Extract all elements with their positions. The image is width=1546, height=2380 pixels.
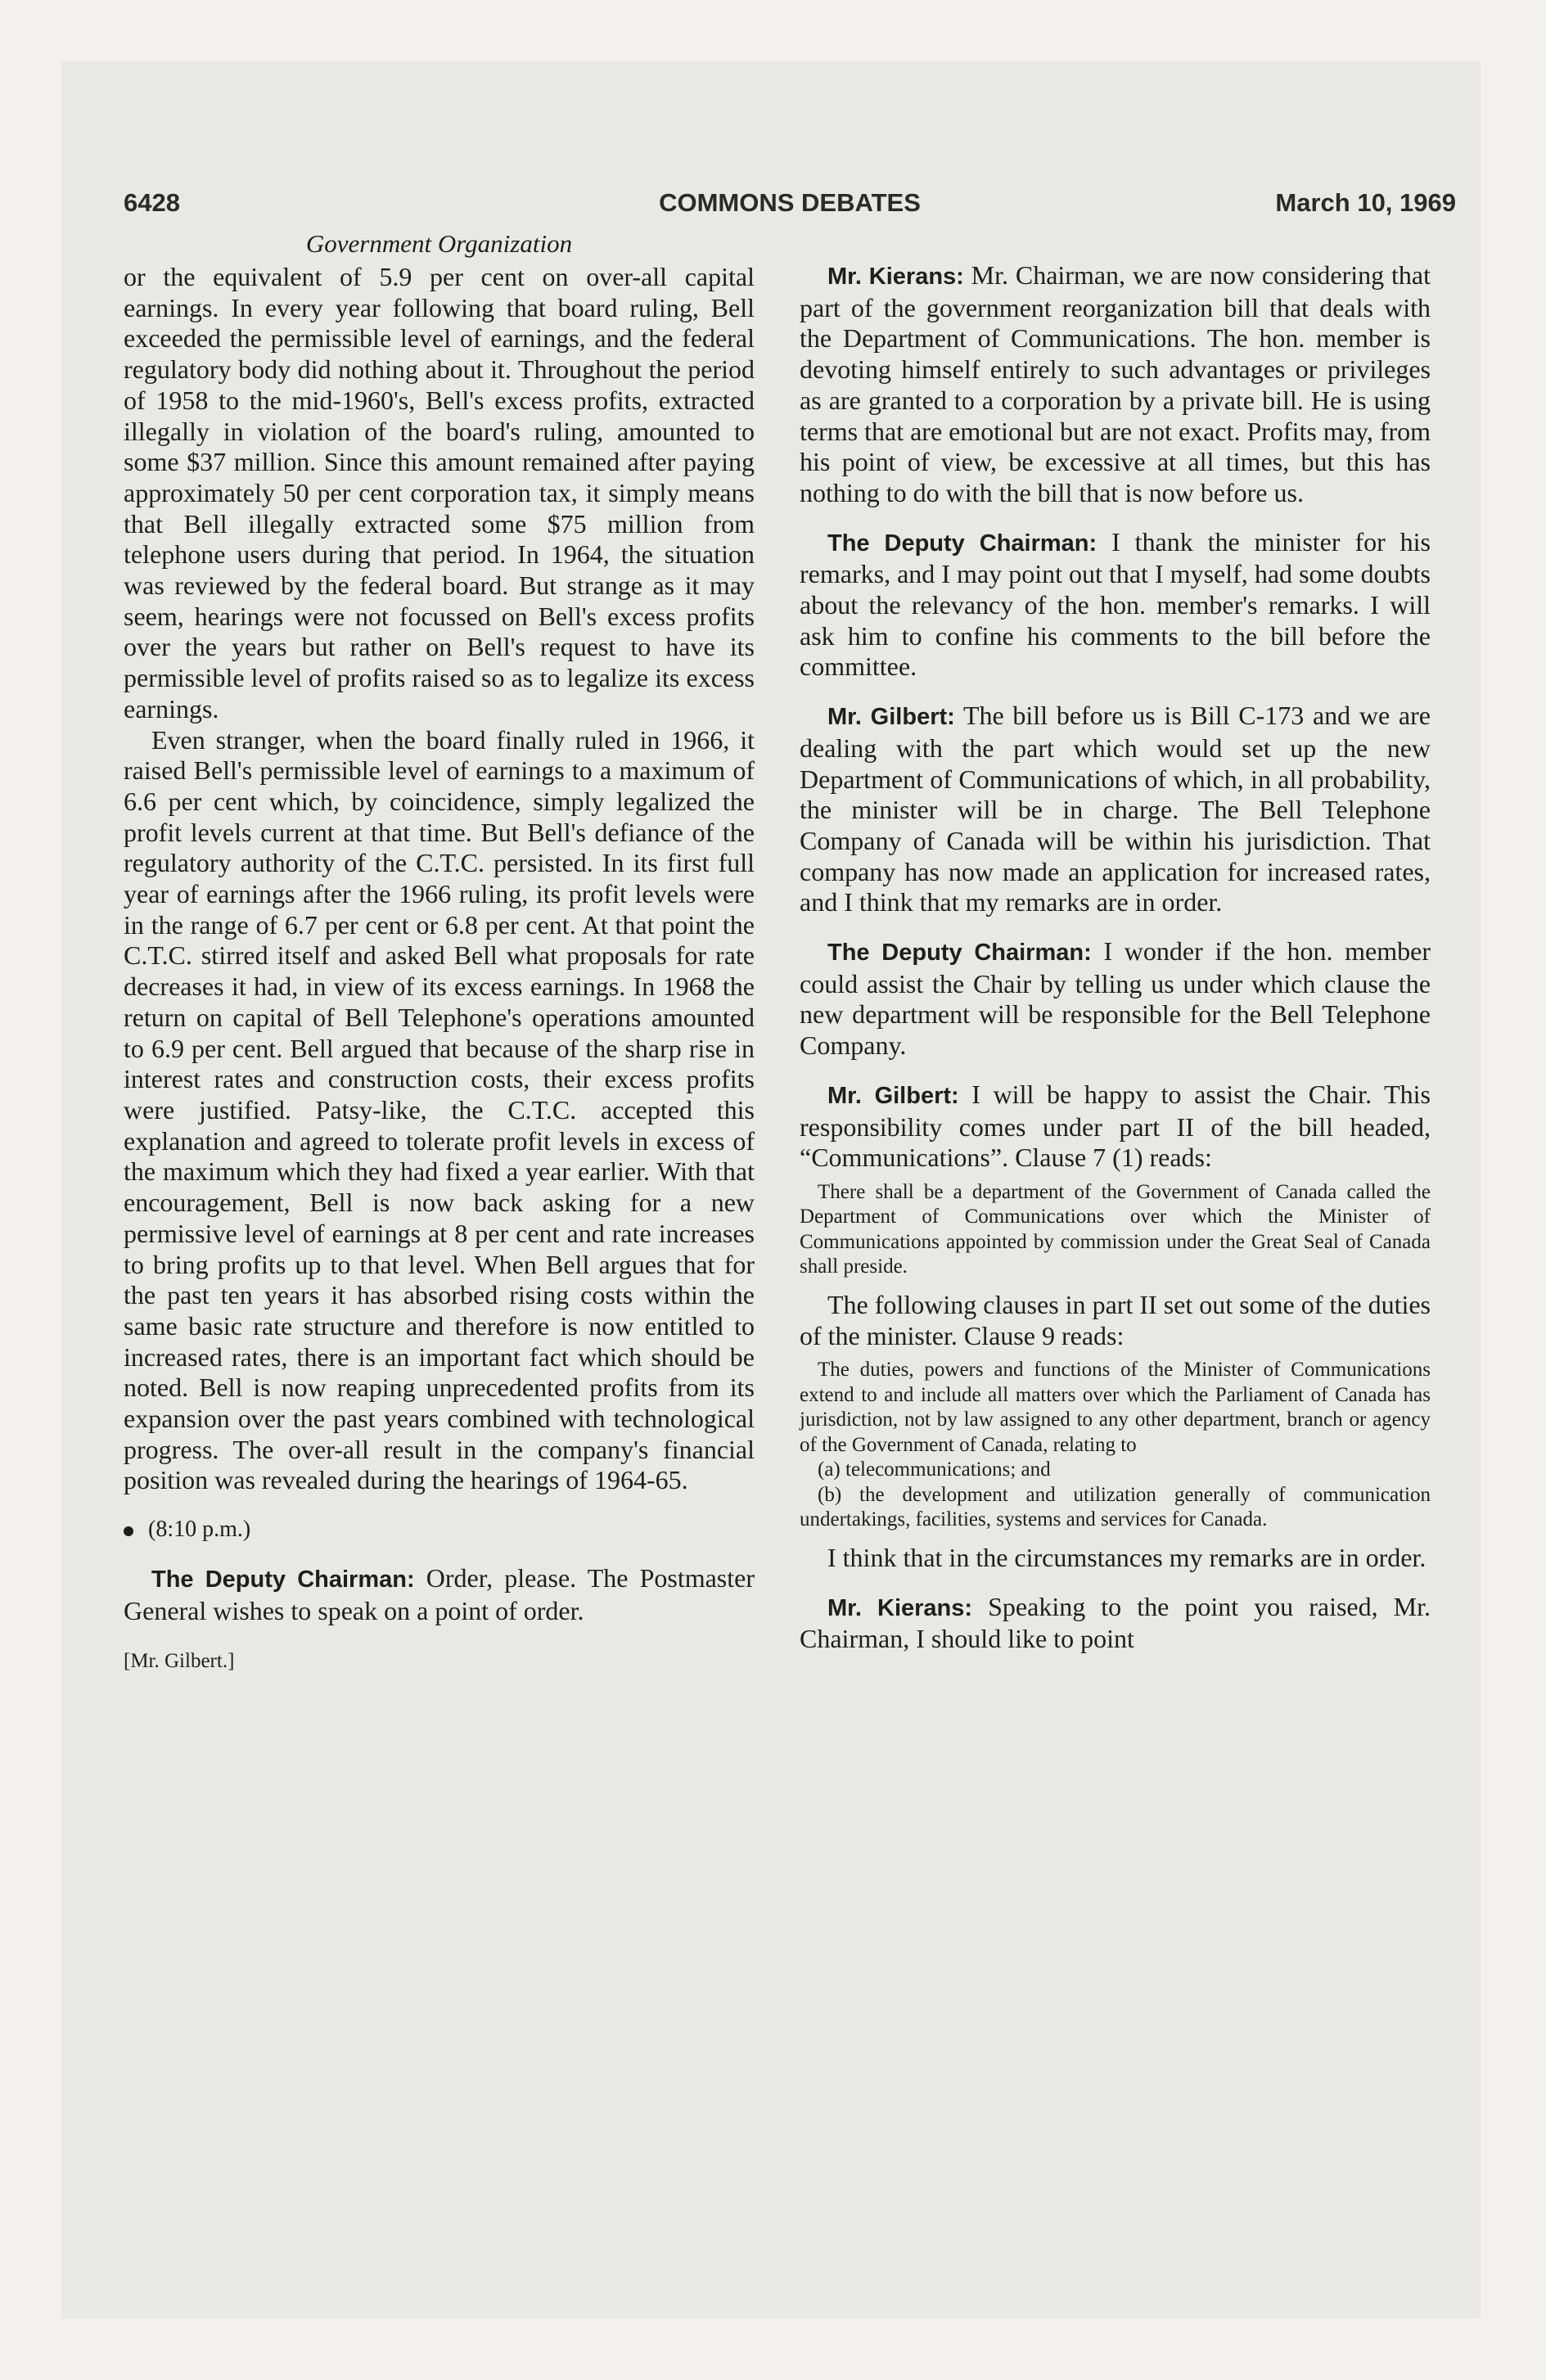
quote-item: (a) telecommunications; and	[818, 1458, 1051, 1481]
speech: The Deputy Chairman: I wonder if the hon. member could assist the Chair by telling us under which clause the new department will be responsible for the Bell Telephone Company.	[800, 936, 1431, 1061]
paragraph: The following clauses in part II set out some of the duties of the minister. Clause 9 reads:	[800, 1289, 1431, 1350]
quote-text: The duties, powers and functions of the Minister of Communications extend to and include all matters over which the Parliament of Canada has jurisdiction, not by law assigned to any other department, branch or agency of the Government of Canada, relating to	[800, 1359, 1431, 1456]
speech: Mr. Kierans: Mr. Chairman, we are now considering that part of the government reorganization bill that deals with the Department of Communications. The hon. member is devoting himself entirely to such advantages or privileges as are granted to a corporation by a private bill. He is using terms that are emotional but are not exact. Profits may, from his point of view, be excessive at all times, but this has nothing to do with the bill that is now before us.	[800, 260, 1431, 507]
speaker-name: Mr. Gilbert:	[827, 704, 955, 731]
right-column	[800, 260, 1431, 1655]
speaker-name: The Deputy Chairman:	[827, 940, 1092, 967]
quote-text: There shall be a department of the Government of Canada called the Department of Communications over which the Minister of Communications appointed by commission under the Great Seal of Canada shall preside.	[800, 1180, 1431, 1278]
publication-title: COMMONS DEBATES	[659, 188, 921, 217]
timestamp: (8:10 p.m.)	[124, 1514, 755, 1545]
quote-item: (b) the development and utilization generally of communication undertakings, facilities, systems and services for Canada.	[800, 1483, 1431, 1531]
page-date: March 10, 1969	[1275, 188, 1456, 217]
speaker-name: Mr. Kierans:	[827, 1594, 973, 1621]
left-column	[124, 262, 755, 1677]
speaker-name: The Deputy Chairman:	[151, 1566, 415, 1593]
paragraph: or the equivalent of 5.9 per cent on over-all capital earnings. In every year following that board ruling, Bell exceeded the permissible level of earnings, and the federal regulatory body did nothing about it. Throughout the period of 1958 to the mid-1960's, Bell's excess profits, extracted illegally in violation of the board's ruling, amounted to some $37 million. Since this amount remained after paying approximately 50 per cent corporation tax, it simply means that Bell illegally extracted some $75 million from telephone users during that period. In 1964, the situation was reviewed by the federal board. But strange as it may seem, hearings were not focussed on Bell's excess profits over the years but rather on Bell's request to have its permissible level of profits raised so as to legalize its excess earnings.	[124, 262, 755, 723]
paragraph: I think that in the circumstances my remarks are in order.	[827, 1542, 1427, 1572]
block-quote	[800, 1358, 1431, 1533]
page-header	[124, 188, 1456, 224]
page-number: 6428	[124, 188, 180, 217]
speech: Mr. Gilbert: I will be happy to assist the Chair. This responsibility comes under part II of the bill headed, “Communications”. Clause 7 (1) reads:	[800, 1079, 1431, 1173]
speaker-name: The Deputy Chairman:	[827, 530, 1098, 557]
speaker-name: Mr. Gilbert:	[827, 1082, 959, 1109]
speech: Mr. Gilbert: The bill before us is Bill C-173 and we are dealing with the part which would set up the new Department of Communications of which, in all probability, the minister will be in charge. The Bell Telephone Company of Canada will be within his jurisdiction. That company has now made an application for increased rates, and I think that my remarks are in order.	[800, 701, 1431, 917]
speech: Mr. Kierans: Speaking to the point you raised, Mr. Chairman, I should like to point	[800, 1591, 1431, 1654]
block-quote	[800, 1180, 1431, 1280]
page-footer: [Mr. Gilbert.]	[124, 1650, 235, 1673]
bullet-icon	[124, 1526, 133, 1536]
speech: The Deputy Chairman: I thank the minister for his remarks, and I may point out that I myself, had some doubts about the relevancy of the hon. member's remarks. I will ask him to confine his comments to the bill before the committee.	[800, 526, 1431, 682]
paragraph: Even stranger, when the board finally ruled in 1966, it raised Bell's permissible level of earnings to a maximum of 6.6 per cent which, by coincidence, simply legalized the profit levels current at that time. But Bell's defiance of the regulatory authority of the C.T.C. persisted. In its first full year of earnings after the 1966 ruling, its profit levels were in the range of 6.7 per cent or 6.8 per cent. At that point the C.T.C. stirred itself and asked Bell what proposals for rate decreases it had, in view of its excess earnings. In 1968 the return on capital of Bell Telephone's operations amounted to 6.9 per cent. Bell argued that because of the sharp rise in interest rates and construction costs, their excess profits were justified. Patsy-like, the C.T.C. accepted this explanation and agreed to tolerate profit levels in excess of the maximum which they had fixed a year earlier. With that encouragement, Bell is now back asking for a new permissive level of earnings at 8 per cent and rate increases to bring profits up to that level. When Bell argues that for the past ten years it has absorbed rising costs within the same basic rate structure and therefore is now entitled to increased rates, there is an important fact which should be noted. Bell is now reaping unprecedented profits from its expansion over the past years combined with technological progress. The over-all result in the company's financial position was revealed during the hearings of 1964-65.	[124, 724, 755, 1495]
speaker-name: Mr. Kierans:	[827, 264, 964, 290]
speech: The Deputy Chairman: Order, please. The Postmaster General wishes to speak on a point of order.	[124, 1562, 755, 1625]
section-heading: Government Organization	[305, 229, 573, 258]
